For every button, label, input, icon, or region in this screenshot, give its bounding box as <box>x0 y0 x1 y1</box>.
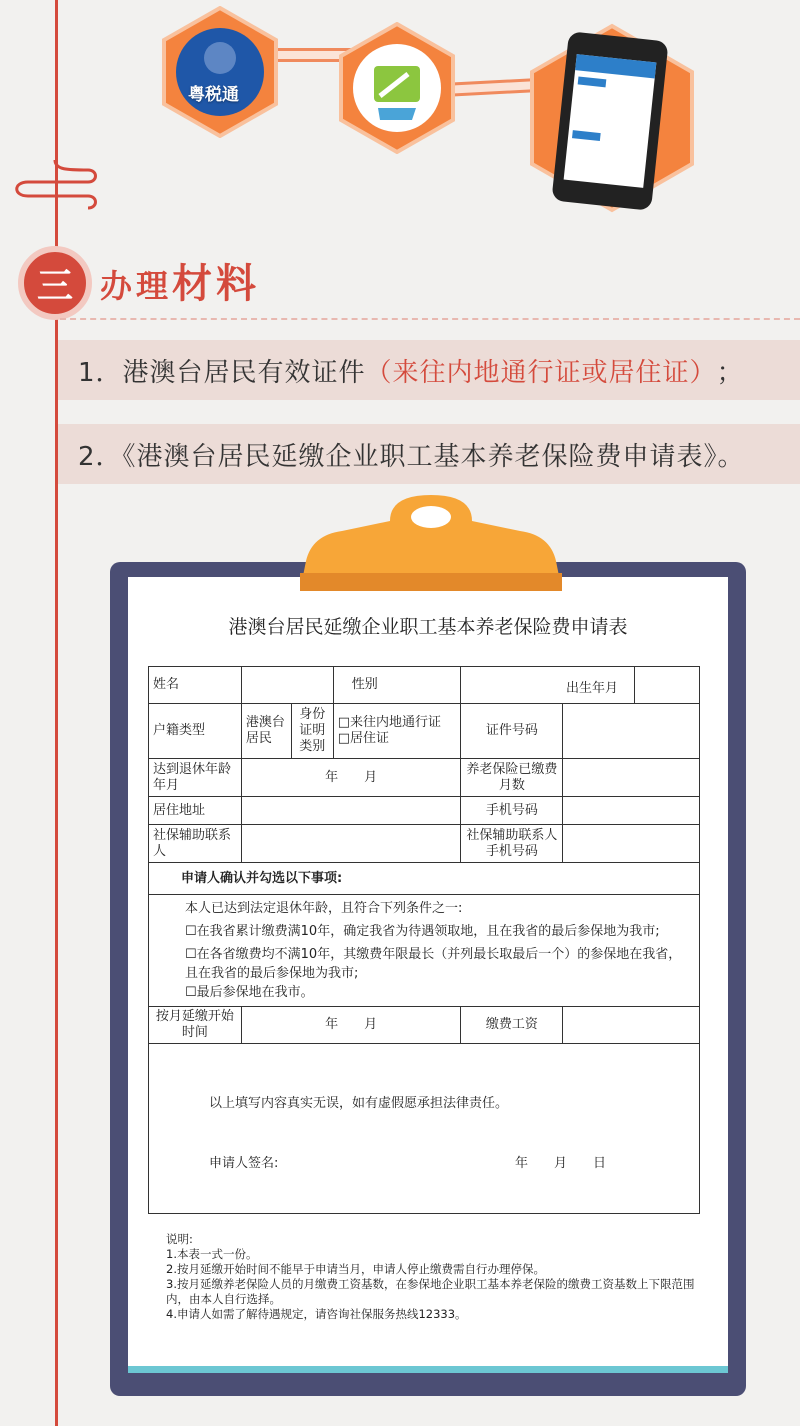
start-field[interactable]: 年 月 <box>241 1007 461 1044</box>
paid-months-label: 养老保险已缴费月数 <box>461 759 563 797</box>
clipboard-clip <box>300 491 562 591</box>
material-item-1 <box>58 340 800 400</box>
assist-contact-field[interactable] <box>241 825 461 863</box>
address-label: 居住地址 <box>149 797 242 825</box>
birth-label: 出生年月 <box>566 681 619 696</box>
signature-label: 申请人签名: <box>209 1156 279 1171</box>
swirl-ornament <box>8 158 98 218</box>
section-title-part2: 材料 <box>172 261 261 307</box>
application-form-table <box>148 666 700 1214</box>
paid-months-field[interactable] <box>563 759 700 797</box>
note-line: 4.申请人如需了解待遇规定，请咨询社保服务热线12333。 <box>166 1307 467 1321</box>
address-field[interactable] <box>241 797 461 825</box>
name-label: 姓名 <box>149 667 242 704</box>
condition-2[interactable]: ☐在各省缴费均不满10年，其缴费年限最长（并列最长取最后一个）的参保地在我省，且在我省的最后参保地为我市; <box>185 947 682 981</box>
conditions-cell <box>149 895 700 1007</box>
section-divider <box>60 318 800 320</box>
id-type-label: 身份证明类别 <box>291 704 333 759</box>
household-value: 港澳台居民 <box>241 704 291 759</box>
gender-label: 性别 <box>333 667 461 704</box>
item-1-text: 1．港澳台居民有效证件 <box>78 357 366 388</box>
assist-phone-field[interactable] <box>563 825 700 863</box>
badge-yuesuitong-label: 粤税通 <box>188 85 239 105</box>
declaration-text: 以上填写内容真实无误，如有虚假愿承担法律责任。 <box>209 1096 509 1111</box>
assist-phone-label: 社保辅助联系人手机号码 <box>461 825 563 863</box>
note-line: 1.本表一式一份。 <box>166 1247 258 1261</box>
assist-contact-label: 社保辅助联系人 <box>149 825 242 863</box>
declaration-cell <box>149 1044 700 1214</box>
tax-badge-hexagon <box>160 6 280 138</box>
id-number-label: 证件号码 <box>461 704 563 759</box>
option-pass[interactable]: □来往内地通行证 <box>337 715 441 730</box>
condition-3[interactable]: ☐最后参保地在我市。 <box>185 985 314 1000</box>
phone-hexagon <box>528 22 696 214</box>
name-field[interactable] <box>241 667 333 704</box>
section-title <box>100 252 260 309</box>
material-item-2 <box>58 424 800 484</box>
birth-cell <box>635 667 700 704</box>
notes-heading: 说明: <box>166 1232 193 1246</box>
id-number-field[interactable] <box>563 704 700 759</box>
phone-label: 手机号码 <box>461 797 563 825</box>
note-line: 3.按月延缴养老保险人员的月缴费工资基数，在参保地企业职工基本养老保险的缴费工资基数上下限范围内，由本人自行选择。 <box>166 1277 695 1306</box>
retire-field[interactable]: 年 月 <box>241 759 461 797</box>
form-title: 港澳台居民延缴企业职工基本养老保险费申请表 <box>228 616 628 638</box>
note-line: 2.按月延缴开始时间不能早于申请当月，申请人停止缴费需自行办理停保。 <box>166 1262 545 1276</box>
wage-field[interactable] <box>563 1007 700 1044</box>
household-label: 户籍类型 <box>149 704 242 759</box>
signature-date: 年 月 日 <box>515 1156 607 1171</box>
item-1-highlight: （来往内地通行证或居住证） <box>365 357 717 388</box>
phone-field[interactable] <box>563 797 700 825</box>
section-title-part1: 办理 <box>100 267 173 305</box>
option-residence[interactable]: □居住证 <box>337 731 389 746</box>
condition-1[interactable]: ☐在我省累计缴费满10年，确定我省为待遇领取地，且在我省的最后参保地为我市; <box>185 924 660 939</box>
item-2-text: 2．《港澳台居民延缴企业职工基本养老保险费申请表》。 <box>78 441 745 472</box>
start-label: 按月延缴开始时间 <box>149 1007 242 1044</box>
form-notes <box>166 1232 706 1322</box>
retire-label: 达到退休年龄年月 <box>149 759 242 797</box>
wage-label: 缴费工资 <box>461 1007 563 1044</box>
yue-app-hexagon <box>338 22 456 154</box>
item-1-suffix: ； <box>716 357 744 388</box>
section-number-badge: 三 <box>18 246 92 320</box>
condition-intro: 本人已达到法定退休年龄，且符合下列条件之一: <box>185 901 463 916</box>
id-type-options <box>333 704 461 759</box>
confirm-heading: 申请人确认并勾选以下事项: <box>149 863 700 895</box>
